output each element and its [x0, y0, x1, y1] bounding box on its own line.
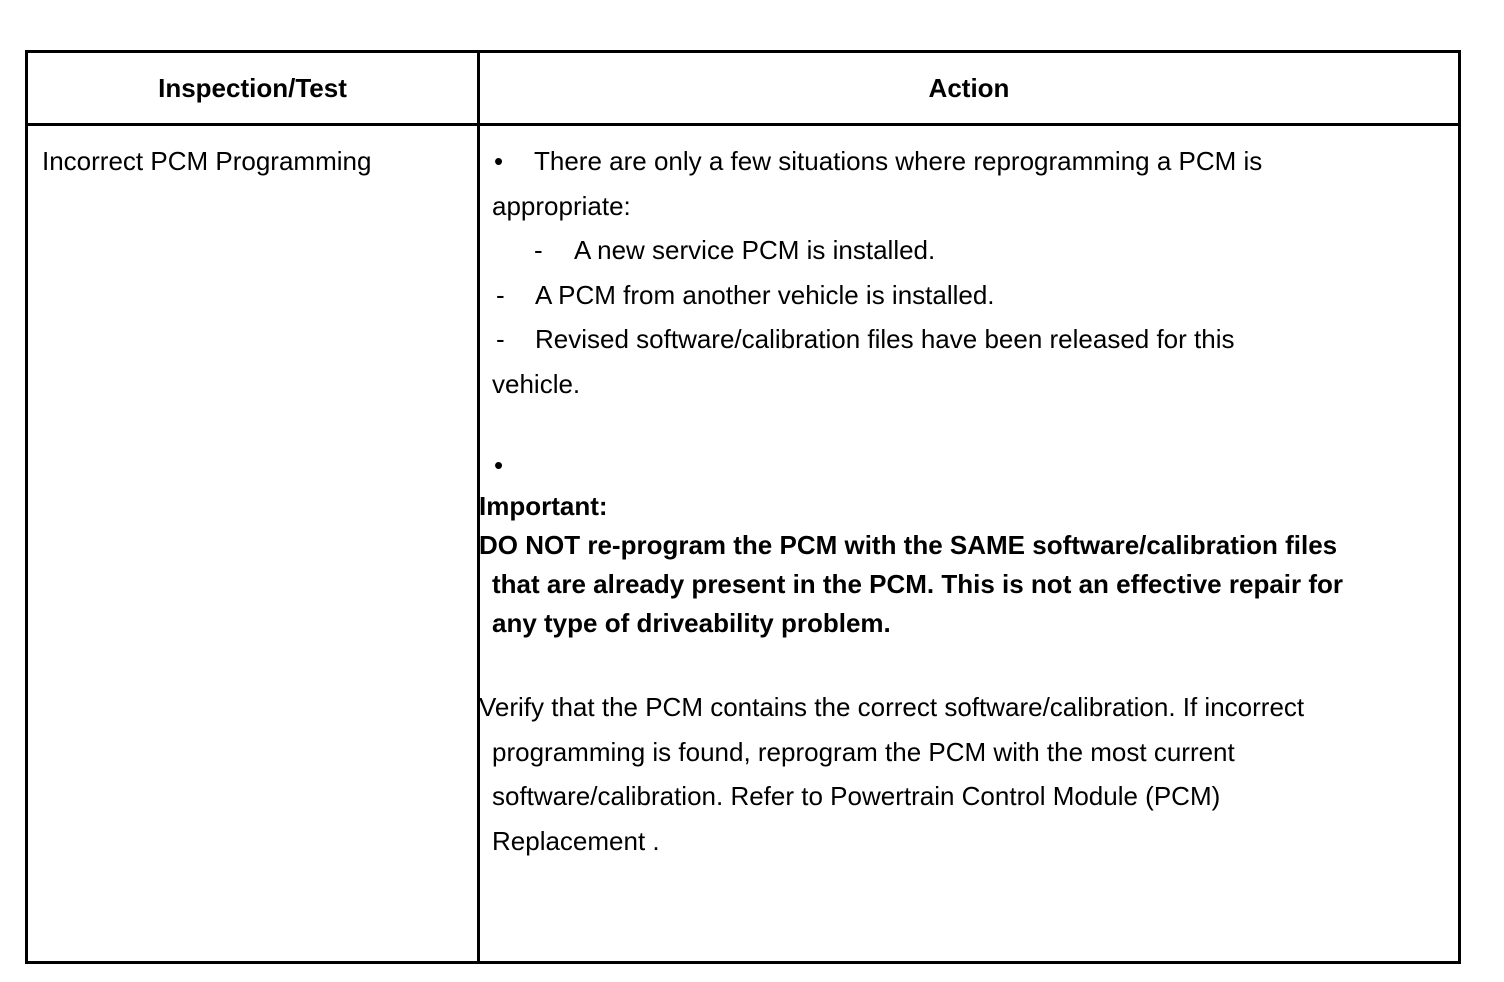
dash-1: -	[534, 235, 543, 265]
situation-2: A PCM from another vehicle is installed.	[535, 280, 995, 310]
important-label: Important:	[479, 491, 608, 521]
situation-1: A new service PCM is installed.	[574, 235, 936, 265]
important-line-1: DO NOT re-program the PCM with the SAME software/calibration files	[479, 530, 1338, 560]
header-divider	[28, 123, 1458, 126]
verify-line-2: programming is found, reprogram the PCM with the most current	[492, 737, 1235, 767]
header-inspection-test: Inspection/Test	[158, 73, 347, 103]
verify-line-1: Verify that the PCM contains the correct software/calibration. If incorrect	[479, 692, 1305, 722]
intro-line-2: appropriate:	[492, 191, 631, 221]
header-action: Action	[928, 73, 1010, 103]
bullet-2: •	[494, 450, 504, 480]
important-line-3: any type of driveability problem.	[492, 608, 891, 638]
verify-line-4: Replacement .	[492, 826, 660, 856]
verify-line-3: software/calibration. Refer to Powertrain Control Module (PCM)	[492, 781, 1221, 811]
dash-3: -	[496, 324, 505, 354]
dash-2: -	[496, 280, 505, 310]
bullet-1: •	[494, 146, 504, 176]
situation-3-line-2: vehicle.	[492, 369, 581, 399]
inspection-table	[25, 50, 1461, 964]
important-line-2: that are already present in the PCM. This is not an effective repair for	[492, 569, 1344, 599]
situation-3-line-1: Revised software/calibration files have been released for this	[535, 324, 1235, 354]
intro-line-1: There are only a few situations where reprogramming a PCM is	[534, 146, 1263, 176]
inspection-cell: Incorrect PCM Programming	[42, 146, 372, 176]
